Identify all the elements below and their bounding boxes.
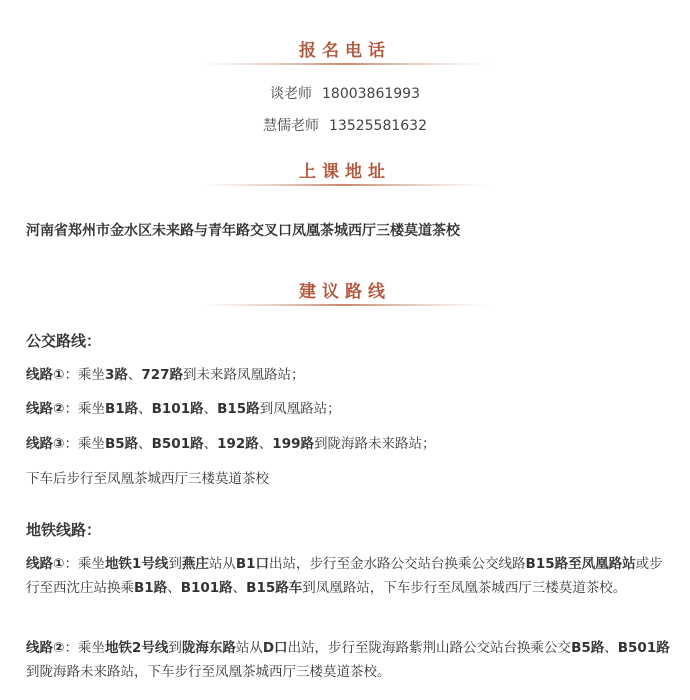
route-text: 到凤凰路站，下车步行至凤凰茶城西厅三楼莫道茶校。 [302,580,627,596]
route-text: 、 [203,401,218,417]
routes-title: 建议路线 [299,282,391,302]
registration-title: 报名电话 [299,41,391,61]
route-text: 站从 [208,556,236,572]
route-text: 到 [168,556,182,572]
route-line [26,636,674,684]
route-text: ：乘坐 [64,556,105,572]
metro-routes-heading: 地铁线路： [26,521,102,539]
bus-routes-heading: 公交路线： [26,332,102,350]
route-line [26,363,674,387]
route-highlight: 线路② [26,401,65,417]
route-highlight: 地铁1号线 [104,556,169,572]
route-highlight: 陇海东路 [181,640,236,656]
route-highlight: B501路 [617,640,670,656]
route-highlight: 线路② [26,640,65,656]
route-highlight: B1路 [134,580,168,596]
title-divider [200,183,490,187]
contact-line [0,115,690,135]
route-text: 、 [167,580,181,596]
route-line [26,467,674,491]
route-highlight: B101路 [151,401,204,417]
contact-name: 慧儒老师 [263,118,319,134]
route-line [26,552,674,600]
contact-phone: 18003861993 [322,86,420,102]
route-text: 或步行至西沈庄站换乘 [26,556,663,596]
route-text: 、 [232,580,247,596]
title-divider [200,303,490,307]
route-text: 到陇海路未来路站； [313,436,436,452]
route-line [26,432,674,456]
route-text: 下车后步行至凤凰茶城西厅三楼莫道茶校 [26,471,269,487]
route-text: 、 [203,436,218,452]
title-divider [200,62,490,66]
route-text: ：乘坐 [64,436,105,452]
contact-line [0,83,690,103]
route-highlight: B501路 [151,436,204,452]
address-title: 上课地址 [299,162,391,182]
route-highlight: B1口 [235,556,270,572]
route-highlight: 地铁2号线 [104,640,169,656]
route-text: 站从 [235,640,263,656]
contact-name: 谈老师 [270,86,312,102]
route-text: 、 [138,436,152,452]
route-text: 出站，步行至陇海路紫荆山路公交站台换乘公交 [287,640,572,656]
route-text: ：乘坐 [64,640,105,656]
route-highlight: B15路 [217,401,260,417]
route-text: 、 [604,640,618,656]
route-highlight: B15路车 [246,580,303,596]
route-highlight: 线路① [26,367,65,383]
route-highlight: 线路① [26,556,65,572]
route-text: 到 [168,640,182,656]
route-text: 到陇海路未来路站，下车步行至凤凰茶城西厅三楼莫道茶校。 [26,664,391,680]
route-highlight: 727路 [141,367,184,383]
route-text: ：乘坐 [64,401,105,417]
route-text: 到凤凰路站； [259,401,341,417]
route-highlight: 燕庄 [181,556,209,572]
route-text: 出站，步行至金水路公交站台换乘公交线路 [269,556,526,572]
route-highlight: D口 [262,640,288,656]
contact-phone: 13525581632 [329,118,427,134]
route-highlight: B5路 [571,640,605,656]
route-text: 、 [258,436,273,452]
route-highlight: B101路 [180,580,233,596]
route-highlight: 192路 [217,436,259,452]
route-text: 到未来路凤凰路站； [183,367,305,383]
route-highlight: 线路③ [26,436,65,452]
route-highlight: B15路至凤凰路站 [525,556,636,572]
address-text: 河南省郑州市金水区未来路与青年路交叉口凤凰茶城西厅三楼莫道茶校 [26,223,460,239]
route-text: 、 [138,401,152,417]
route-line [26,397,674,421]
route-text: 、 [127,367,142,383]
route-highlight: B5路 [104,436,139,452]
route-highlight: 199路 [272,436,314,452]
route-highlight: B1路 [104,401,139,417]
route-text: ：乘坐 [64,367,105,383]
route-highlight: 3路 [104,367,128,383]
